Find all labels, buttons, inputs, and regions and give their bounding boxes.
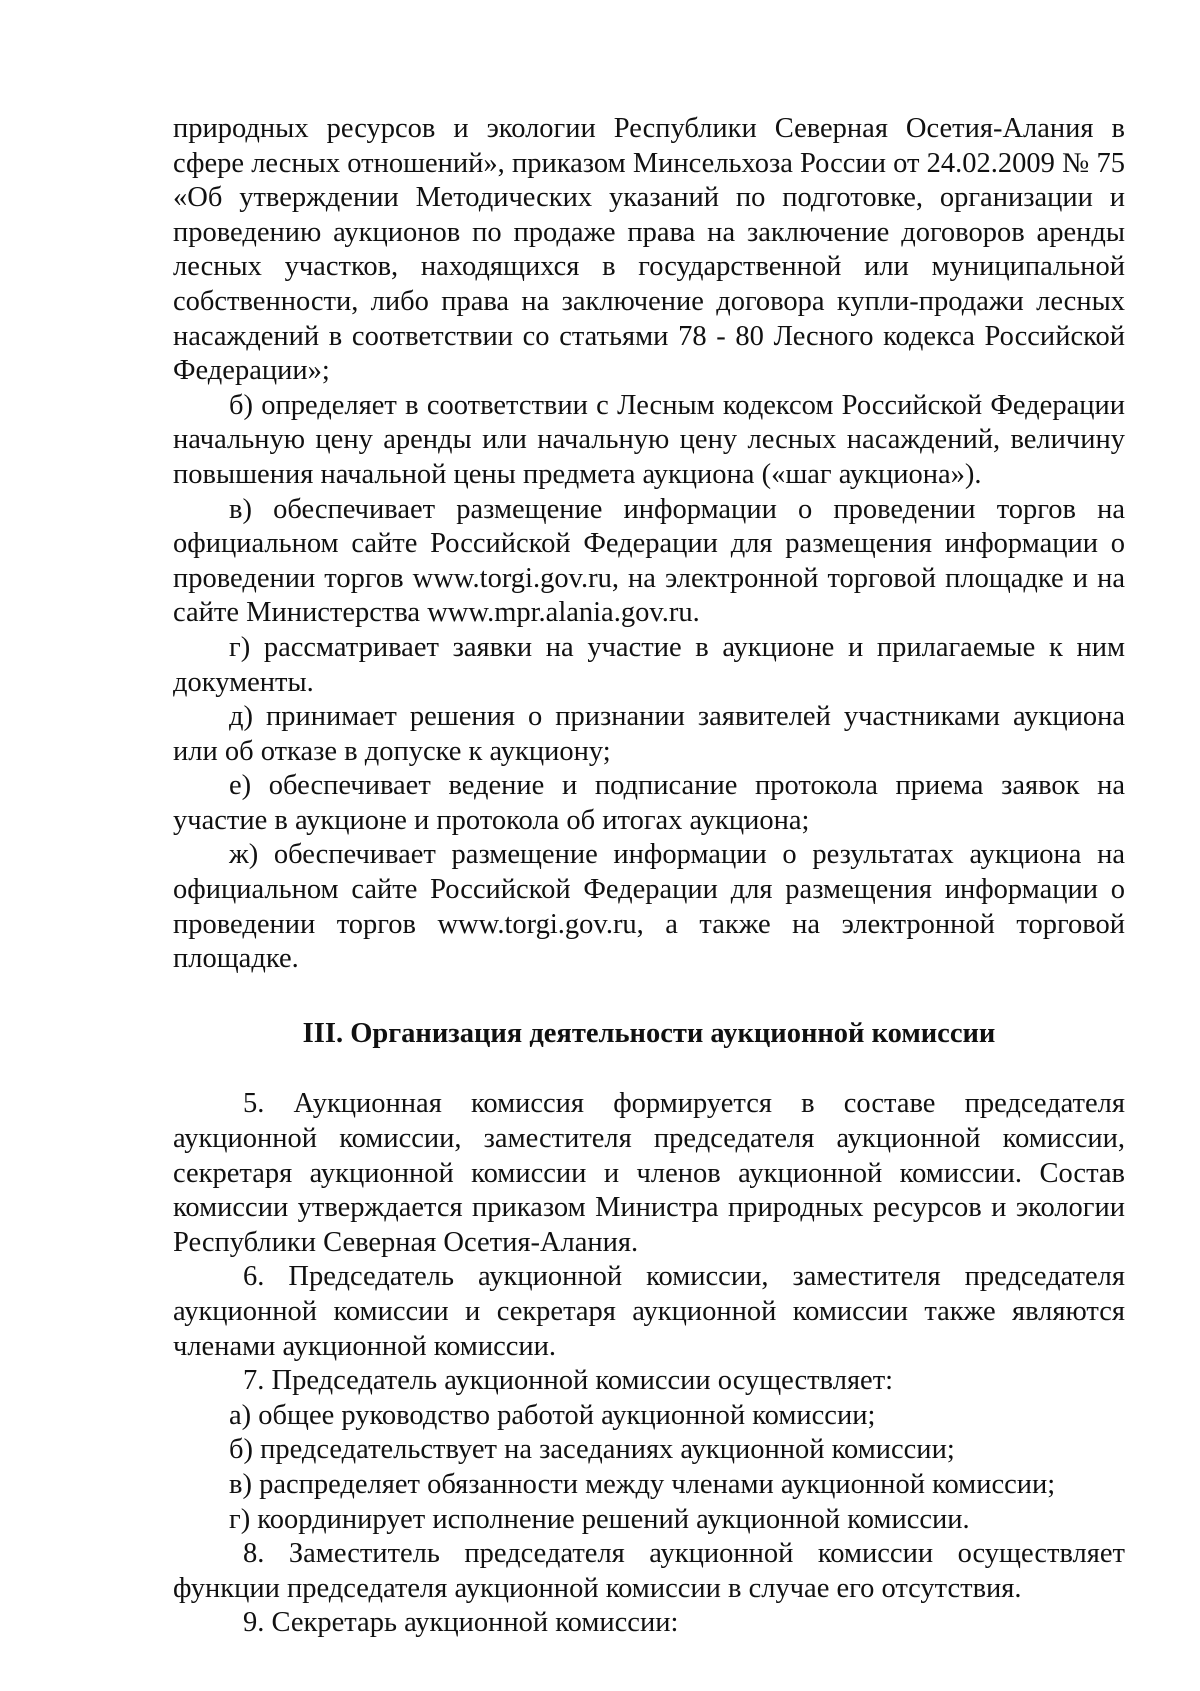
- paragraph-7-b: б) председательствует на заседаниях аукционной комиссии;: [229, 1434, 955, 1466]
- paragraph-7-v: в) распределяет обязанности между членами аукционной комиссии;: [229, 1468, 1056, 1500]
- paragraph-continuation: природных ресурсов и экологии Республики Северная Осетия-Алания в сфере лесных отношений», приказом Минсельхоза России от 24.02.2009 № 75 «Об утверждении Методических указаний по подготовке, организации и проведению аукционов по продаже права на заключение договоров аренды лесных участков, находящихся в государственной или муниципальной собственности, либо права на заключение договора купли-продажи лесных насаждений в соответствии со статьями 78 - 80 Лесного кодекса Российской Федерации»;: [173, 113, 1125, 387]
- paragraph-item-d: д) принимает решения о признании заявителей участниками аукциона или об отказе в допуске к аукциону;: [173, 701, 1125, 767]
- paragraph-5: 5. Аукционная комиссия формируется в составе председателя аукционной комиссии, заместителя председателя аукционной комиссии, секретаря аукционной комиссии и членов аукционной комиссии. Состав комиссии утверждается приказом Министра природных ресурсов и экологии Республики Северная Осетия-Алания.: [173, 1088, 1125, 1258]
- paragraph-item-zh: ж) обеспечивает размещение информации о результатах аукциона на официальном сайте Российской Федерации для размещения информации о проведении торгов www.torgi.gov.ru, а также на электронной торговой площадке.: [173, 839, 1125, 975]
- paragraph-7-a: а) общее руководство работой аукционной комиссии;: [229, 1399, 876, 1431]
- paragraph-7: 7. Председатель аукционной комиссии осуществляет:: [243, 1365, 894, 1397]
- paragraph-6: 6. Председатель аукционной комиссии, заместителя председателя аукционной комиссии и секретаря аукционной комиссии также являются членами аукционной комиссии.: [173, 1261, 1125, 1362]
- paragraph-9: 9. Секретарь аукционной комиссии:: [243, 1607, 679, 1639]
- paragraph-item-g: г) рассматривает заявки на участие в аукционе и прилагаемые к ним документы.: [173, 631, 1125, 698]
- paragraph-item-b: б) определяет в соответствии с Лесным кодексом Российской Федерации начальную цену аренды или начальную цену лесных насаждений, величину повышения начальной цены предмета аукциона («шаг аукциона»).: [173, 389, 1125, 490]
- paragraph-item-e: е) обеспечивает ведение и подписание протокола приема заявок на участие в аукционе и протокола об итогах аукциона;: [173, 770, 1125, 836]
- section-heading: III. Организация деятельности аукционной комиссии: [302, 1017, 996, 1049]
- paragraph-item-v: в) обеспечивает размещение информации о проведении торгов на официальном сайте Российской Федерации для размещения информации о проведении торгов www.torgi.gov.ru, на электронной торговой площадке и на сайте Министерства www.mpr.alania.gov.ru.: [173, 493, 1125, 629]
- document-page: [173, 112, 1125, 1641]
- paragraph-7-g: г) координирует исполнение решений аукционной комиссии.: [229, 1503, 970, 1535]
- paragraph-8: 8. Заместитель председателя аукционной комиссии осуществляет функции председателя аукционной комиссии в случае его отсутствия.: [173, 1538, 1125, 1604]
